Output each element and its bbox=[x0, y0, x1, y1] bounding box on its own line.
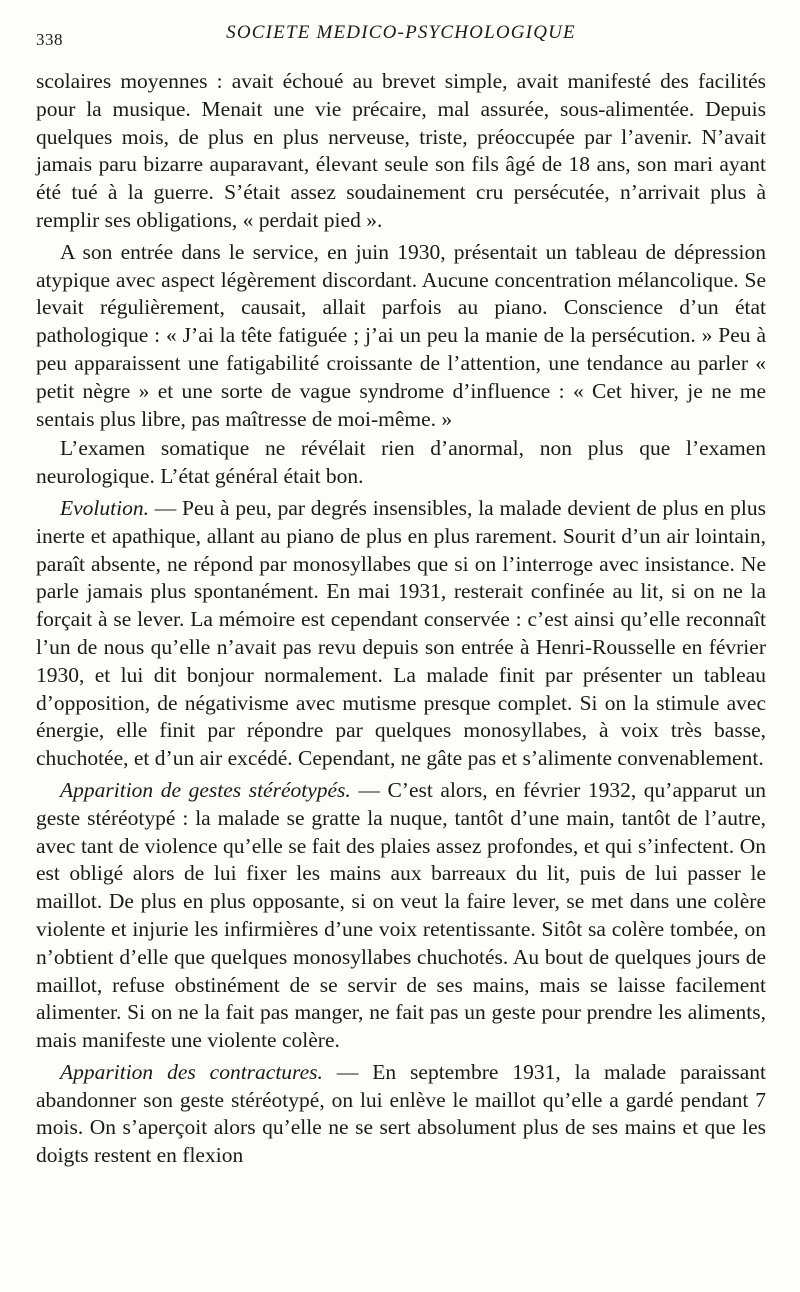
paragraph-text: L’examen somatique ne révélait rien d’anormal, non plus que l’examen neurologique. L’état général était bon. bbox=[36, 436, 766, 489]
paragraph-text: A son entrée dans le service, en juin 1930, présentait un tableau de dépression atypique avec aspect légèrement discordant. Aucune concentration mélancolique. Se levait régulièrement, causait, allait parfois au piano. Conscience d’un état pathologique : « J’ai la tête fatiguée ; j’ai un peu la manie de la persécution. » Peu à peu apparaissent une fatigabilité croissante de l’attention, une tendance au parler « petit nègre » et une sorte de vague syndrome d’influence : « Cet hiver, je ne me sentais plus libre, pas maîtresse de moi-même. » bbox=[36, 239, 766, 431]
section-heading-contractures: Apparition des contractures. bbox=[60, 1059, 323, 1084]
running-head: SOCIETE MEDICO-PSYCHOLOGIQUE bbox=[226, 22, 576, 43]
paragraph bbox=[36, 435, 766, 491]
body-text bbox=[36, 68, 766, 1172]
page-number: 338 bbox=[36, 30, 63, 49]
paragraph-text: — Peu à peu, par degrés insensibles, la malade devient de plus en plus inerte et apathique, allant au piano de plus en plus rarement. Sourit d’un air lointain, paraît absente, ne répond par monosyllabes que si on l’interroge avec insistance. Ne parle jamais plus spontanément. En mai 1931, resterait confinée au lit, si on ne la forçait à se lever. La mémoire est cependant conservée : c’est ainsi qu’elle reconnaît l’un de nous qu’elle n’avait pas revu depuis son entrée à Henri-Rousselle en février 1930, et lui dit bonjour normalement. La malade finit par présenter un tableau d’opposition, de négativisme avec mutisme presque complet. Si on la stimule avec énergie, elle finit par répondre par quelques monosyllabes, à voix très basse, chuchotée, et d’un air excédé. Cependant, ne gâte pas et s’alimente convenablement. bbox=[36, 495, 766, 771]
paragraph bbox=[36, 239, 766, 434]
section-heading-gestes: Apparition de gestes stéréotypés. bbox=[60, 777, 351, 802]
paragraph-text: — En septembre 1931, la malade paraissant abandonner son geste stéréotypé, on lui enlève le maillot qu’elle a gardé pendant 7 mois. On s’aperçoit alors qu’elle ne se sert absolument plus de ses mains et que les doigts restent en flexion bbox=[36, 1059, 766, 1168]
paragraph-text: — C’est alors, en février 1932, qu’apparut un geste stéréotypé : la malade se gratte la nuque, tantôt d’une main, tantôt de l’autre, avec tant de violence qu’elle se fait des plaies assez profondes, et qui s’infectent. On est obligé alors de lui fixer les mains aux barreaux du lit, puis de lui passer le maillot. De plus en plus opposante, si on veut la faire lever, se met dans une colère violente et injurie les infirmières d’une voix retentissante. Sitôt sa colère tombée, on n’obtient d’elle que quelques monosyllabes chuchotés. Au bout de quelques jours de maillot, refuse obstinément de se servir de ses mains, mais se laisse facilement alimenter. Si on ne la fait pas manger, ne fait pas un geste pour prendre les aliments, mais manifeste une violente colère. bbox=[36, 777, 766, 1053]
paragraph bbox=[36, 495, 766, 773]
paragraph-text: scolaires moyennes : avait échoué au brevet simple, avait manifesté des facilités pour la musique. Menait une vie précaire, mal assurée, sous-alimentée. Depuis quelques mois, de plus en plus nerveuse, triste, préoccupée par l’avenir. N’avait jamais paru bizarre auparavant, élevant seule son fils âgé de 18 ans, son mari ayant été tué à la guerre. S’était assez soudainement cru persécutée, n’arrivait plus à remplir ses obligations, « perdait pied ». bbox=[36, 69, 766, 232]
page-header bbox=[36, 20, 766, 48]
paragraph bbox=[36, 777, 766, 1055]
section-heading-evolution: Evolution. bbox=[60, 495, 149, 520]
paragraph bbox=[36, 1059, 766, 1170]
paragraph bbox=[36, 68, 766, 235]
